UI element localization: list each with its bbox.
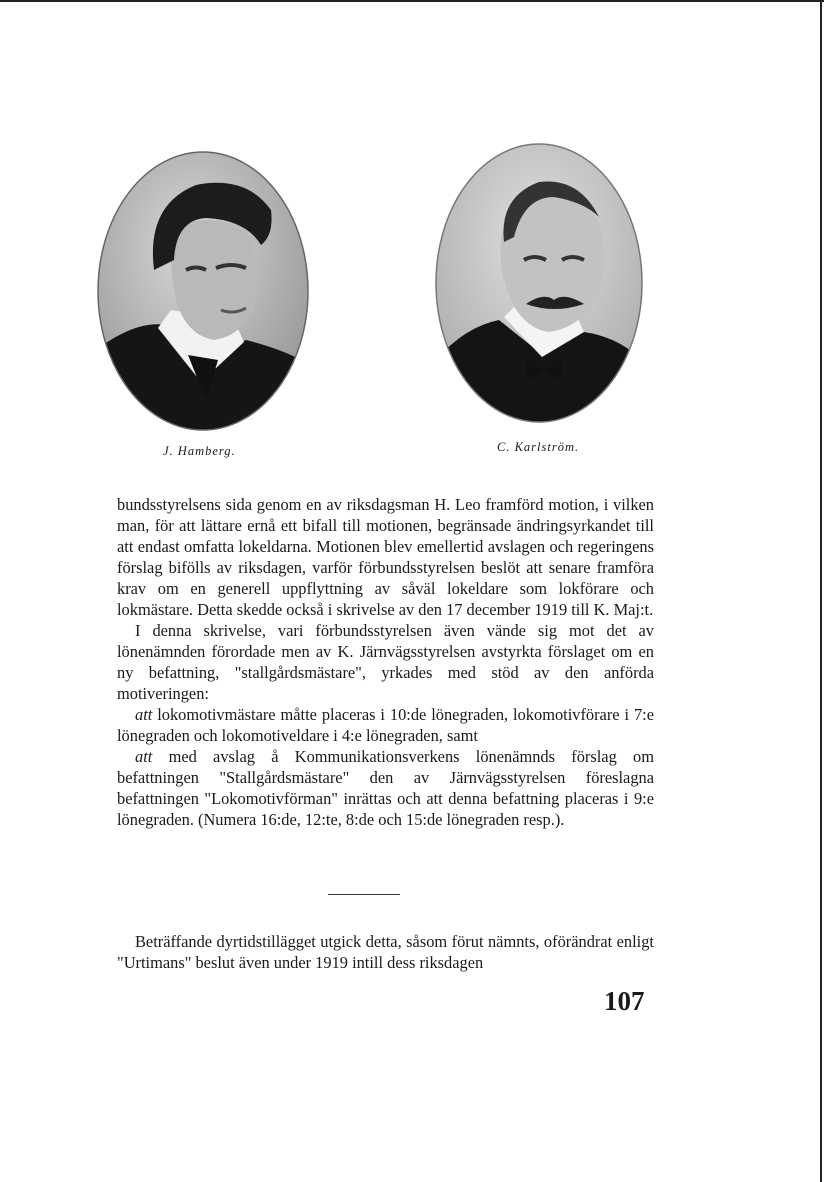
portrait-hamberg: [96, 150, 310, 432]
paragraph: I denna skrivelse, vari förbundsstyrelsen även vände sig mot det av lönenämnden förordade men av K. Järnvägsstyrelsen avstyrkta förslaget om en ny befattning, "stallgårdsmästare", yrkades med stöd av den anförda motiveringen:: [117, 621, 654, 703]
paragraph: bundsstyrelsens sida genom en av riksdagsman H. Leo framförd motion, i vilken man, för att lättare ernå ett bifall till motionen, begränsade ändringsyrkandet till att endast omfatta lokeldarna. Motionen blev emellertid avslagen och regeringens förslag bifölls av riksdagen, varför förbundsstyrelsen beslöt att senare framföra krav om en generell uppflyttning av såväl lokeldare som lokförare och lokmästare. Detta skedde också i skrivelse av den 17 december 1919 till K. Maj:t.: [117, 495, 654, 619]
paragraph-text: med avslag å Kommunikationsverkens lönenämnds förslag om befattningen "Stallgårdsmästare" den av Järnvägsstyrelsen föreslagna befattningen "Lokomotivförman" inrättas och att denna befattning placeras i 9:e lönegraden. (Numera 16:de, 12:te, 8:de och 15:de lönegraden resp.).: [117, 747, 654, 829]
att-word: att: [135, 747, 153, 766]
portrait-caption: J. Hamberg.: [163, 444, 236, 458]
portrait-karlstrom: [434, 142, 644, 424]
portrait-caption: C. Karlström.: [497, 440, 580, 454]
paragraph: Beträffande dyrtidstillägget utgick detta, såsom förut nämnts, oförändrat enligt "Urtimans" beslut även under 1919 intill dess riksdagen: [117, 932, 654, 972]
body-text-upper: [117, 494, 654, 830]
paragraph-text: lokomotivmästare måtte placeras i 10:de lönegraden, lokomotivförare i 7:e lönegraden och lokomotiveldare i 4:e lönegraden, samt: [117, 705, 654, 745]
att-word: att: [135, 705, 153, 724]
body-text-lower: [117, 931, 654, 973]
page-edge-top: [0, 0, 824, 2]
page-edge-right: [820, 0, 822, 1182]
page-number: 107: [604, 986, 645, 1016]
section-divider: [328, 894, 400, 895]
paragraph-att: [117, 746, 654, 830]
paragraph-att: [117, 704, 654, 746]
